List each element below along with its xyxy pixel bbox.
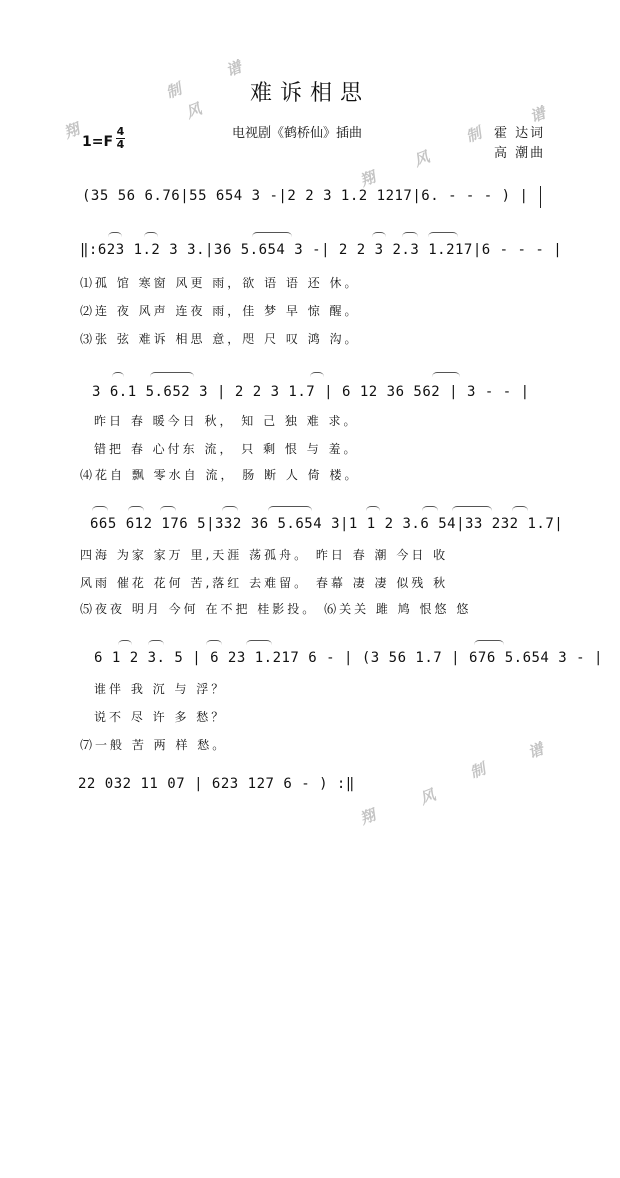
slur — [222, 506, 238, 511]
slur — [268, 506, 312, 511]
watermark-char: 风 — [411, 147, 433, 171]
slur — [144, 232, 158, 237]
watermark-char: 谱 — [525, 739, 547, 763]
slur — [474, 640, 504, 645]
slur — [206, 640, 222, 645]
lyric-line-2-3: ⑷花自 飘 零水自 流， 肠 断 人 倚 楼。 — [80, 468, 360, 482]
lyric-line-4-1: 谁伴 我 沉 与 浮？ — [94, 682, 227, 696]
slur — [432, 372, 460, 377]
time-signature — [116, 126, 125, 151]
lyric-line-3-3: ⑸夜夜 明月 今何 在不把 桂影投。 ⑹关关 雎 鸠 恨悠 悠 — [80, 602, 472, 616]
composer-credit: 高 潮曲 — [494, 146, 546, 161]
watermark-char: 翔 — [357, 805, 379, 829]
watermark-char: 制 — [163, 79, 185, 103]
slur — [512, 506, 528, 511]
song-subtitle: 电视剧《鹤桥仙》插曲 — [232, 126, 363, 141]
slur — [310, 372, 324, 377]
slur — [252, 232, 292, 237]
slur — [128, 506, 144, 511]
lyric-line-1-1: ⑴孤 馆 寒窗 风更 雨，欲 语 语 还 休。 — [80, 276, 360, 290]
watermark-char: 谱 — [223, 57, 245, 81]
lyric-line-4-2: 说不 尽 许 多 愁？ — [94, 710, 227, 724]
lyric-line-3-1: 四海 为家 家万 里,天涯 荡孤舟。 昨日 春 潮 今日 收 — [80, 548, 449, 562]
notation-row-3: 665 612 176 5|332 36 5.654 3|1 1 2 3.6 54|33 232 1.7| — [90, 516, 564, 532]
lyric-line-3-2: 风雨 催花 花何 苦,落红 去难留。 春幕 凄 凄 似残 秋 — [80, 576, 449, 590]
barline — [540, 186, 541, 208]
slur — [366, 506, 380, 511]
notation-row-ending: 22 032 11 07 | 623 127 6 - ) :‖ — [78, 776, 355, 792]
slur — [246, 640, 272, 645]
slur — [108, 232, 122, 237]
watermark-char: 风 — [183, 99, 205, 123]
lyric-line-1-2: ⑵连 夜 风声 连夜 雨，佳 梦 早 惊 醒。 — [80, 304, 360, 318]
slur — [118, 640, 132, 645]
time-signature-bottom: 4 — [116, 138, 125, 151]
slur — [92, 506, 108, 511]
lyric-line-2-1: 昨日 春 暖今日 秋， 知 己 独 难 求。 — [94, 414, 359, 428]
notation-row-intro: (35 56 6.76|55 654 3 -|2 2 3 1.2 1217|6. - - - ) | — [82, 188, 529, 204]
slur — [160, 506, 176, 511]
key-signature: 1=F — [82, 134, 114, 150]
slur — [402, 232, 418, 237]
notation-row-1: ‖:623 1.2 3 3.|36 5.654 3 -| 2 2 3 2.3 1.217|6 - - - | — [80, 242, 563, 258]
watermark-char: 谱 — [527, 103, 549, 127]
slur — [428, 232, 458, 237]
slur — [452, 506, 492, 511]
lyric-line-2-2: 错把 春 心付东 流， 只 剩 恨 与 羞。 — [94, 442, 359, 456]
watermark-char: 翔 — [61, 119, 83, 143]
lyric-line-4-3: ⑺一般 苦 两 样 愁。 — [80, 738, 228, 752]
slur — [372, 232, 386, 237]
slur — [150, 372, 194, 377]
song-title: 难诉相思 — [249, 81, 370, 106]
slur — [148, 640, 164, 645]
notation-row-4: 6 1 2 3. 5 | 6 23 1.217 6 - | (3 56 1.7 | 676 5.654 3 - | — [94, 650, 603, 666]
lyricist-credit: 霍 达词 — [494, 126, 546, 141]
slur — [112, 372, 124, 377]
notation-row-2: 3 6.1 5.652 3 | 2 2 3 1.7 | 6 12 36 562 | 3 - - | — [92, 384, 530, 400]
watermark-char: 翔 — [357, 167, 379, 191]
lyric-line-1-3: ⑶张 弦 难诉 相思 意，咫 尺 叹 鸿 沟。 — [80, 332, 360, 346]
slur — [422, 506, 438, 511]
watermark-char: 制 — [467, 759, 489, 783]
time-signature-top: 4 — [116, 125, 125, 138]
watermark-char: 制 — [463, 123, 485, 147]
watermark-char: 风 — [417, 785, 439, 809]
